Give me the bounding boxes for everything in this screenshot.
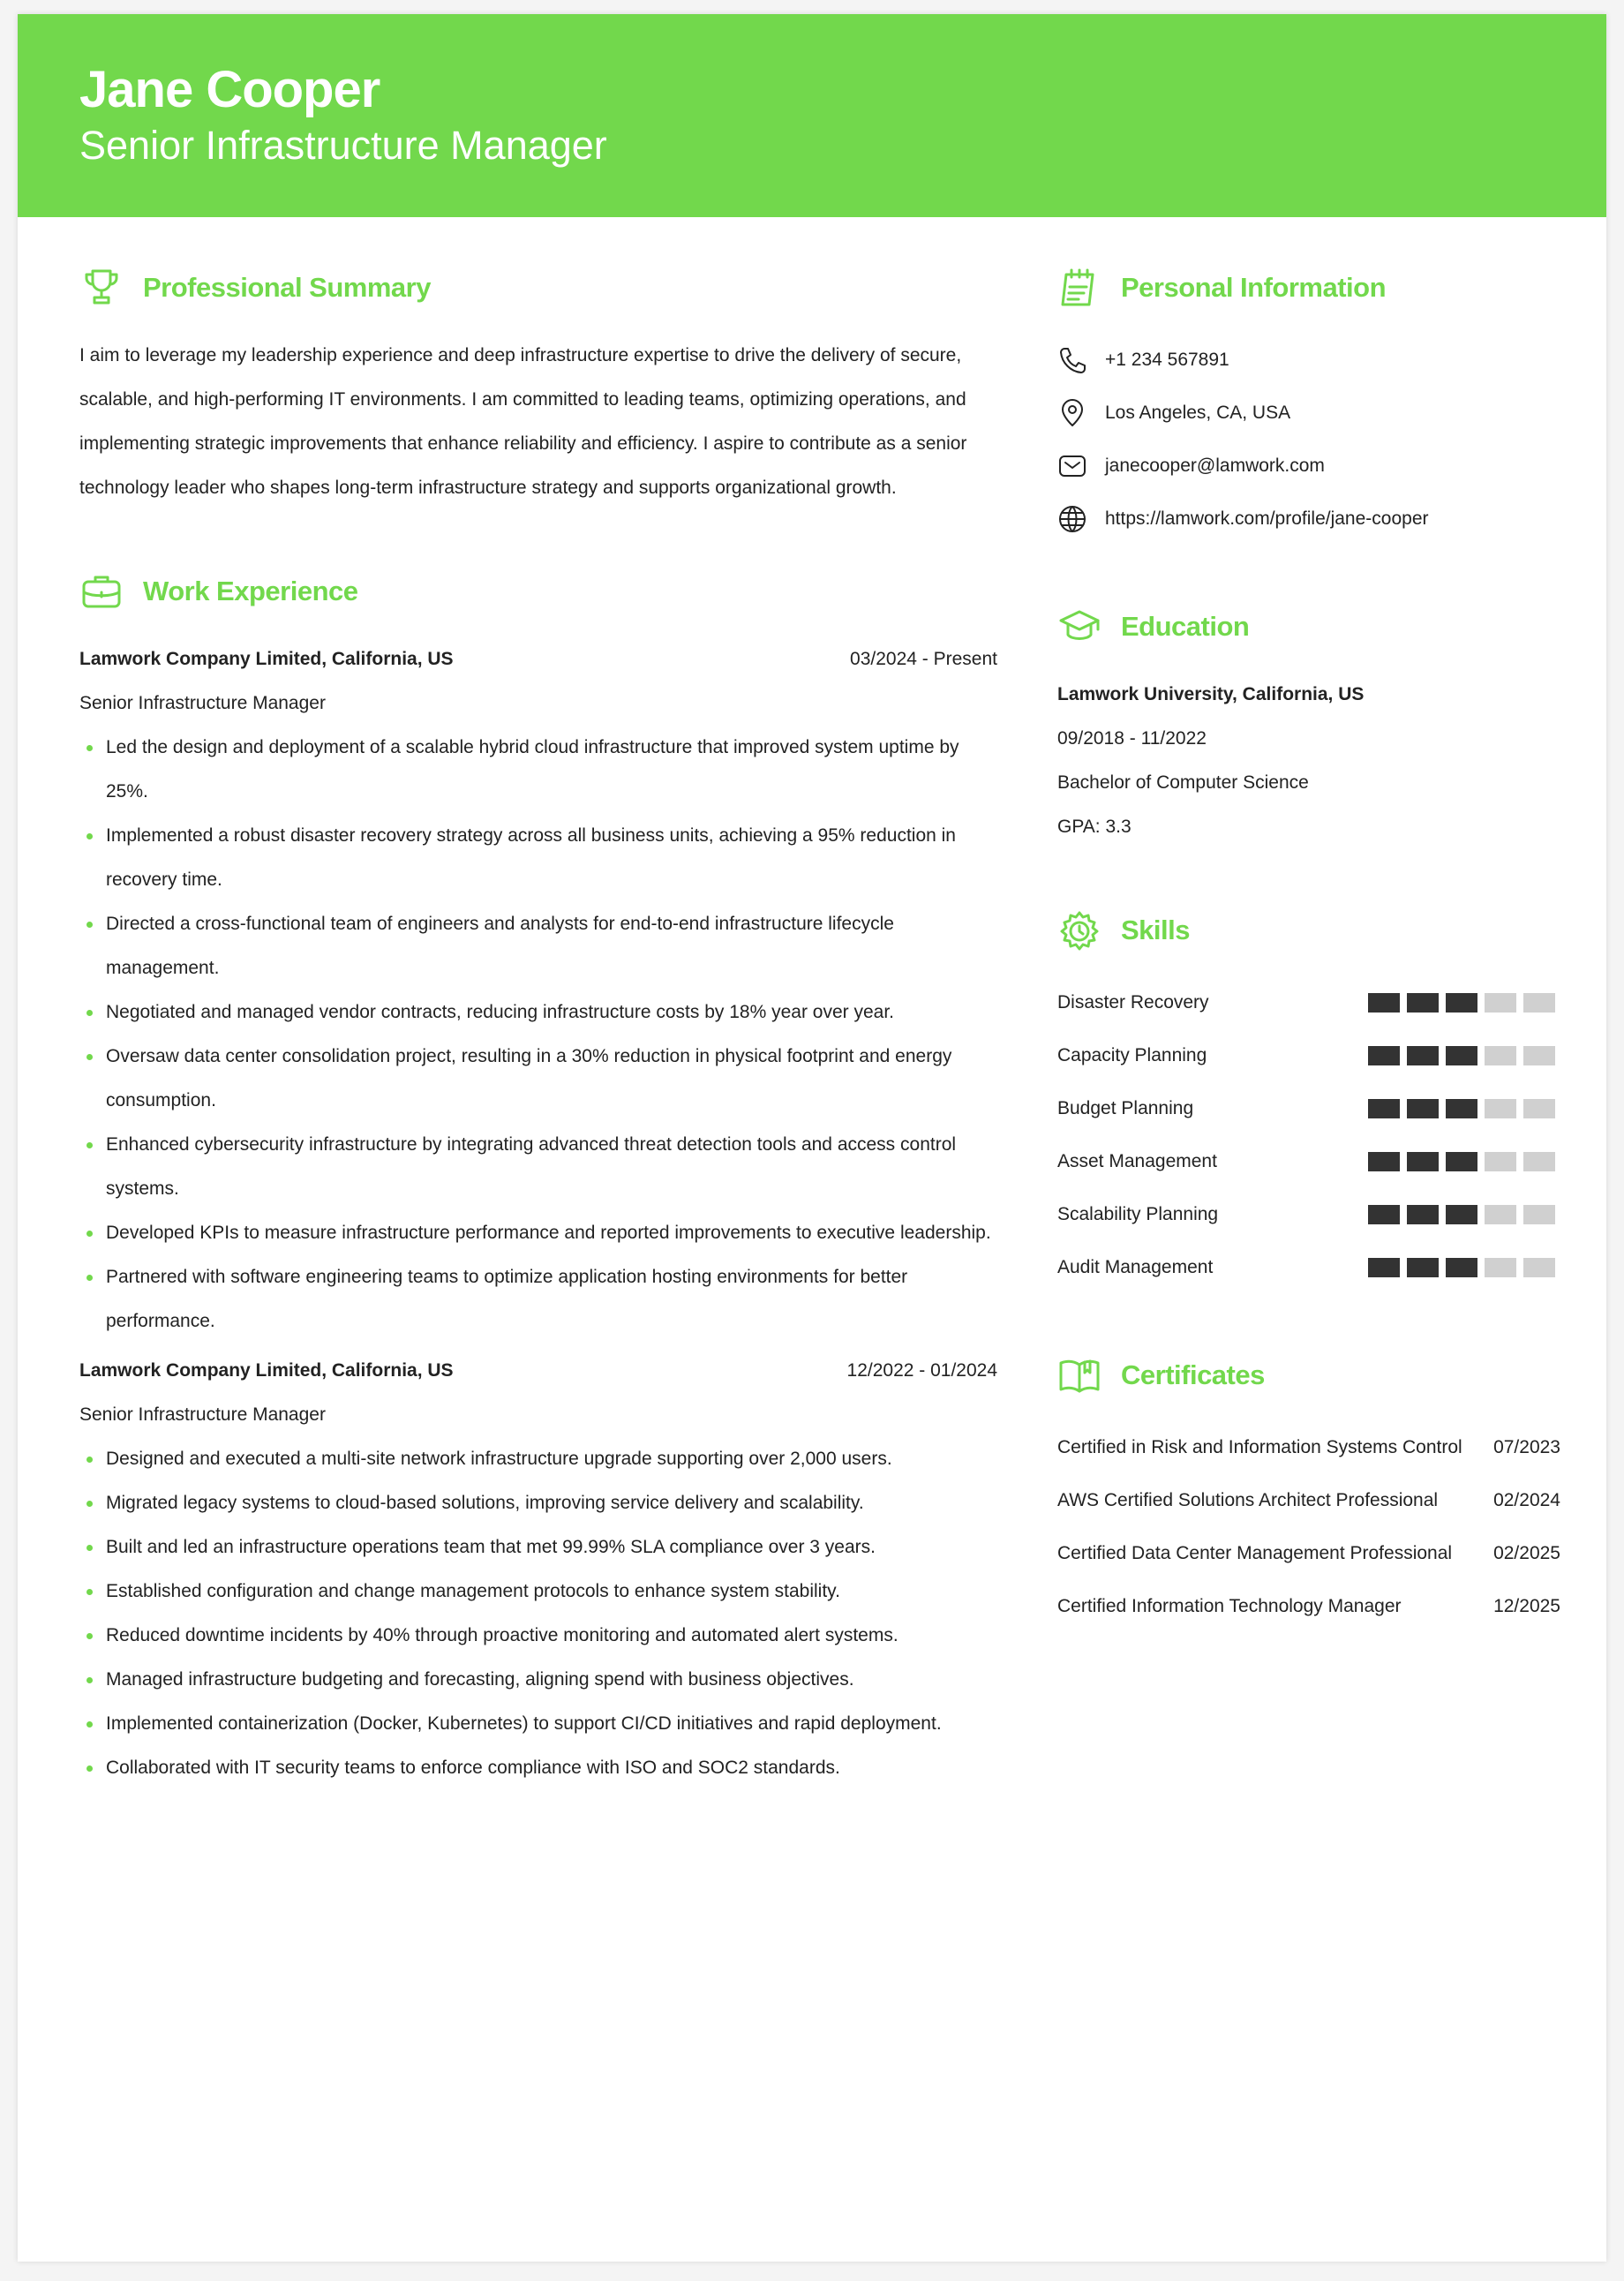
skill-box-empty [1485,1152,1516,1171]
personal-header [1057,261,1560,314]
skills-header [1057,904,1560,957]
skill-box-filled [1407,1099,1439,1118]
website-row [1057,493,1560,546]
skill-box-empty [1523,1205,1555,1224]
skill-level [1368,1258,1555,1277]
resume-page [18,14,1606,2262]
skill-row [1057,1082,1560,1135]
certificate-row [1057,1474,1560,1527]
certificates-header [1057,1349,1560,1402]
mail-icon [1057,451,1087,481]
skills-title: Skills [1121,915,1190,945]
job-role: Senior Infrastructure Manager [79,1404,326,1425]
skill-level [1368,1046,1555,1065]
left-column [79,261,997,1845]
experience-title: Work Experience [143,576,358,606]
website-link[interactable]: https://lamwork.com/profile/jane-cooper [1105,508,1429,529]
notepad-icon [1057,266,1101,310]
skill-name: Budget Planning [1057,1098,1194,1118]
job-bullet: Led the design and deployment of a scalable hybrid cloud infrastructure that improved system uptime by 25%. [79,726,997,814]
education-header [1057,600,1560,653]
briefcase-icon [79,569,124,614]
job-bullet: Established configuration and change management protocols to enhance system stability. [79,1570,997,1614]
certificates-section [1057,1349,1560,1633]
summary-title: Professional Summary [143,272,431,303]
skill-box-filled [1407,1205,1439,1224]
job-bullet: Reduced downtime incidents by 40% through proactive monitoring and automated alert systems. [79,1614,997,1658]
job-bullets [79,1437,997,1790]
job-bullet: Partnered with software engineering teams to optimize application hosting environments for better performance. [79,1255,997,1344]
job-role: Senior Infrastructure Manager [79,693,326,713]
resume-header [18,14,1606,217]
skill-box-filled [1368,993,1400,1013]
skill-box-empty [1485,1258,1516,1277]
skill-box-filled [1407,1046,1439,1065]
skill-row [1057,1241,1560,1294]
globe-icon [1057,504,1087,534]
certificates-title: Certificates [1121,1359,1265,1390]
skill-box-empty [1523,1046,1555,1065]
job-company: Lamwork Company Limited, California, US [79,1360,454,1381]
skill-box-filled [1407,1152,1439,1171]
job-company: Lamwork Company Limited, California, US [79,649,454,669]
education-school: Lamwork University, California, US [1057,684,1365,704]
skill-row [1057,1188,1560,1241]
certificate-name: AWS Certified Solutions Architect Professional [1057,1490,1439,1510]
job-bullet: Migrated legacy systems to cloud-based solutions, improving service delivery and scalability. [79,1481,997,1525]
skill-box-empty [1485,1205,1516,1224]
email-row [1057,440,1560,493]
skill-level [1368,1152,1555,1171]
job-entry [79,1349,997,1790]
job-bullet: Managed infrastructure budgeting and forecasting, aligning spend with business objectives. [79,1658,997,1702]
skill-name: Disaster Recovery [1057,992,1209,1013]
job-heading [79,1349,997,1393]
phone-row [1057,334,1560,387]
job-entry [79,637,997,1344]
skill-level [1368,1099,1555,1118]
personal-section [1057,261,1560,546]
job-bullet: Implemented a robust disaster recovery strategy across all business units, achieving a 95% reduction in recovery time. [79,814,997,902]
experience-header [79,565,997,618]
certificate-row [1057,1421,1560,1474]
certificate-date: 07/2023 [1493,1437,1560,1457]
gear-clock-icon [1057,908,1101,952]
trophy-icon [79,266,124,310]
skill-box-empty [1485,1099,1516,1118]
location-pin-icon [1057,398,1087,428]
certificate-date: 12/2025 [1493,1596,1560,1616]
skill-box-filled [1407,1258,1439,1277]
skill-box-filled [1446,1205,1477,1224]
skill-box-empty [1485,1046,1516,1065]
skill-name: Scalability Planning [1057,1204,1219,1224]
skills-section [1057,904,1560,1294]
education-title: Education [1121,611,1250,642]
job-bullet: Built and led an infrastructure operations team that met 99.99% SLA compliance over 3 years. [79,1525,997,1570]
job-bullet: Oversaw data center consolidation project, resulting in a 30% reduction in physical footprint and energy consumption. [79,1035,997,1123]
candidate-title: Senior Infrastructure Manager [79,123,607,168]
certificate-date: 02/2024 [1493,1490,1560,1510]
skill-box-filled [1446,1046,1477,1065]
job-bullet: Enhanced cybersecurity infrastructure by integrating advanced threat detection tools and access control systems. [79,1123,997,1211]
resume-body [18,217,1606,2262]
skill-box-filled [1368,1258,1400,1277]
book-icon [1057,1353,1101,1397]
certificate-name: Certified Information Technology Manager [1057,1596,1402,1616]
skill-box-filled [1368,1046,1400,1065]
summary-text: I aim to leverage my leadership experience and deep infrastructure expertise to drive the delivery of secure, scalable, and high-performing IT environments. I am committed to leading teams, optimizing operations, and implementing strategic improvements that enhance reliability and efficiency. I aspire to contribute as a senior technology leader who shapes long-term infrastructure strategy and supports organizational growth. [79,345,967,498]
skill-box-empty [1523,1258,1555,1277]
skill-box-filled [1446,1258,1477,1277]
personal-title: Personal Information [1121,272,1387,303]
phone-text[interactable]: +1 234 567891 [1105,350,1229,370]
certificate-name: Certified Data Center Management Professional [1057,1543,1453,1563]
summary-section [79,261,997,510]
education-dates: 09/2018 - 11/2022 [1057,728,1207,749]
skill-box-filled [1368,1099,1400,1118]
job-bullet: Directed a cross-functional team of engineers and analysts for end-to-end infrastructure lifecycle management. [79,902,997,990]
skill-name: Audit Management [1057,1257,1214,1277]
certificate-name: Certified in Risk and Information Systems Control [1057,1437,1462,1457]
candidate-name: Jane Cooper [79,61,380,118]
skill-box-empty [1523,1099,1555,1118]
skill-box-filled [1407,993,1439,1013]
skill-box-empty [1485,993,1516,1013]
job-dates: 12/2022 - 01/2024 [846,1360,997,1381]
certificate-date: 02/2025 [1493,1543,1560,1563]
skill-box-filled [1446,1152,1477,1171]
education-degree: Bachelor of Computer Science [1057,772,1309,793]
email-text[interactable]: janecooper@lamwork.com [1105,455,1325,476]
job-bullet: Negotiated and managed vendor contracts, reducing infrastructure costs by 18% year over year. [79,990,997,1035]
job-bullet: Developed KPIs to measure infrastructure performance and reported improvements to executive leadership. [79,1211,997,1255]
skill-box-empty [1523,1152,1555,1171]
job-bullets [79,726,997,1344]
certificate-row [1057,1580,1560,1633]
job-bullet: Collaborated with IT security teams to enforce compliance with ISO and SOC2 standards. [79,1746,997,1790]
skill-row [1057,976,1560,1029]
education-gpa: GPA: 3.3 [1057,817,1132,837]
graduation-cap-icon [1057,605,1101,649]
summary-header [79,261,997,314]
location-row [1057,387,1560,440]
skill-box-filled [1446,993,1477,1013]
skill-box-filled [1446,1099,1477,1118]
education-section [1057,600,1560,849]
phone-icon [1057,345,1087,375]
right-column [1057,261,1560,1688]
skill-box-empty [1523,993,1555,1013]
certificate-row [1057,1527,1560,1580]
skill-box-filled [1368,1205,1400,1224]
skill-level [1368,993,1555,1013]
skill-row [1057,1135,1560,1188]
job-bullet: Designed and executed a multi-site network infrastructure upgrade supporting over 2,000 users. [79,1437,997,1481]
skill-level [1368,1205,1555,1224]
location-text: Los Angeles, CA, USA [1105,403,1291,423]
skill-box-filled [1368,1152,1400,1171]
job-heading [79,637,997,681]
skill-row [1057,1029,1560,1082]
skill-name: Capacity Planning [1057,1045,1207,1065]
job-bullet: Implemented containerization (Docker, Kubernetes) to support CI/CD initiatives and rapid deployment. [79,1702,997,1746]
skill-name: Asset Management [1057,1151,1217,1171]
job-dates: 03/2024 - Present [850,649,997,669]
experience-section [79,565,997,1790]
